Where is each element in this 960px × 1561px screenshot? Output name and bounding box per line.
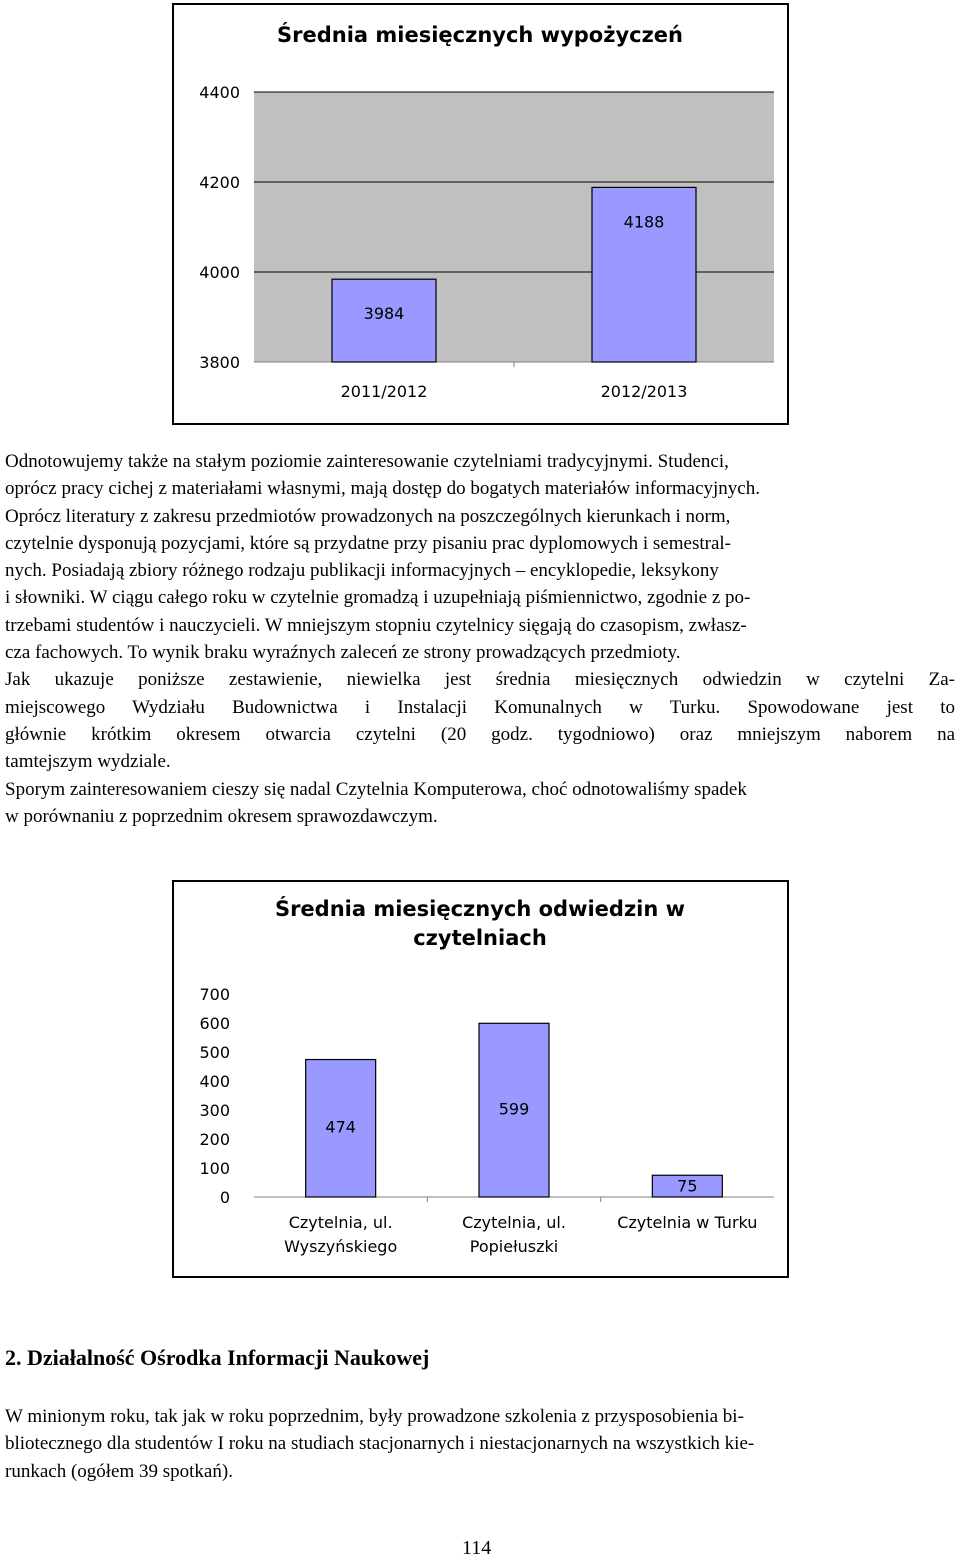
text-line: Sporym zainteresowaniem cieszy się nadal Czytelnia Komputerowa, choć odnotowaliśmy spadek [5, 778, 747, 800]
visits-category-label: Czytelnia, ul. [288, 1213, 393, 1232]
visits-y-tick-label: 100 [199, 1159, 230, 1178]
text-line: cza fachowych. To wynik braku wyraźnych zaleceń ze strony prowadzących przedmioty. [5, 642, 681, 664]
visits-y-tick-label: 500 [199, 1043, 230, 1062]
visits-category-label: Popiełuszki [469, 1237, 559, 1256]
text-line: miejscowego Wydziału Budownictwa i Instalacji Komunalnych w Turku. Spowodowane jest to [5, 696, 955, 718]
text-line: w porównaniu z poprzednim okresem sprawozdawczym. [5, 805, 438, 827]
visits-y-tick-label: 200 [199, 1130, 230, 1149]
loans-data-label: 3984 [363, 304, 405, 324]
text-line: głównie krótkim okresem otwarcia czytelni (20 godz. tygodniowo) oraz mniejszym naborem na [5, 723, 955, 745]
monthly-loans-chart-svg [174, 5, 787, 423]
text-line: Oprócz literatury z zakresu przedmiotów prowadzonych na poszczególnych kierunkach i norm, [5, 505, 731, 527]
text-line: nych. Posiadają zbiory różnego rodzaju publikacji informacyjnych – encyklopedie, leksykony [5, 560, 719, 582]
text-line: Jak ukazuje poniższe zestawienie, niewielka jest średnia miesięcznych odwiedzin w czytelni Za- [5, 669, 955, 691]
monthly-visits-chart-svg [174, 882, 787, 1276]
text-line: runkach (ogółem 39 spotkań). [5, 1460, 233, 1482]
monthly-visits-chart-title-line-2: czytelniach [413, 926, 547, 950]
text-line: tamtejszym wydziale. [5, 751, 171, 773]
visits-y-tick-label: 0 [219, 1188, 230, 1207]
loans-y-tick-label: 4400 [199, 83, 240, 102]
text-line: oprócz pracy cichej z materiałami własnymi, mają dostęp do bogatych materiałów informacyjnych. [5, 478, 760, 500]
visits-category-label: Czytelnia w Turku [617, 1213, 758, 1232]
page-number: 114 [462, 1537, 492, 1559]
loans-y-tick-label: 4200 [199, 173, 240, 192]
text-line: Odnotowujemy także na stałym poziomie zainteresowanie czytelniami tradycyjnymi. Studenci, [5, 451, 729, 472]
visits-category-label: Czytelnia, ul. [462, 1213, 566, 1232]
loans-category-label: 2012/2013 [600, 382, 688, 401]
visits-data-label: 75 [677, 1176, 698, 1196]
visits-category-label: Wyszyńskiego [284, 1237, 398, 1256]
monthly-visits-chart-title-line-1: Średnia miesięcznych odwiedzin w [274, 897, 686, 921]
paragraph-reading-rooms [5, 448, 955, 830]
monthly-visits-chart [172, 880, 789, 1278]
monthly-loans-chart-title: Średnia miesięcznych wypożyczeń [277, 23, 683, 47]
text-line: i słowniki. W ciągu całego roku w czytelnie gromadzą i uzupełniają piśmiennictwo, zgodnie z po- [5, 587, 751, 609]
text-line: czytelnie dysponują pozycjami, które są przydatne przy pisaniu prac dyplomowych i semestral- [5, 532, 731, 554]
visits-data-label: 474 [325, 1117, 356, 1137]
paragraph-information-centre [5, 1403, 955, 1485]
monthly-loans-chart [172, 3, 789, 425]
loans-y-tick-label: 3800 [199, 353, 240, 372]
visits-y-tick-label: 700 [199, 985, 230, 1004]
visits-y-tick-label: 400 [199, 1072, 230, 1091]
text-line: W minionym roku, tak jak w roku poprzednim, były prowadzone szkolenia z przysposobienia bi- [5, 1406, 744, 1427]
section-heading: 2. Działalność Ośrodka Informacji Naukowej [5, 1345, 430, 1370]
visits-y-tick-label: 600 [199, 1014, 230, 1033]
loans-data-label: 4188 [623, 212, 665, 232]
text-line: trzebami studentów i nauczycieli. W mniejszym stopniu czytelnicy sięgają do czasopism, zwłasz- [5, 614, 747, 636]
text-line: bliotecznego dla studentów I roku na studiach stacjonarnych i niestacjonarnych na wszystkich kie- [5, 1433, 755, 1455]
visits-y-tick-label: 300 [199, 1101, 230, 1120]
loans-y-tick-label: 4000 [199, 263, 240, 282]
visits-data-label: 599 [498, 1099, 530, 1119]
loans-category-label: 2011/2012 [340, 382, 428, 401]
